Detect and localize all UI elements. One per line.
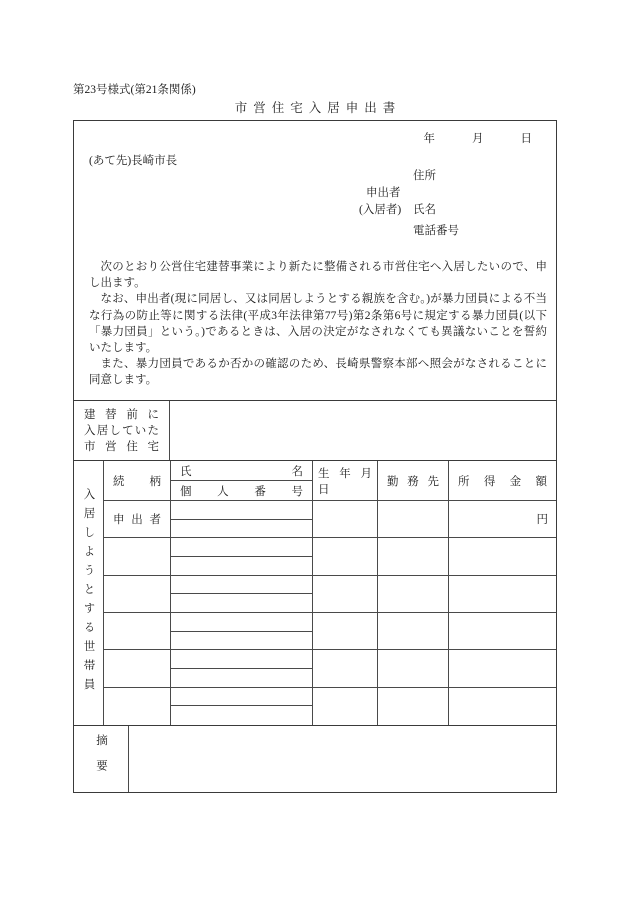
birth-date-cell	[313, 501, 378, 538]
personal-number-cell	[171, 669, 313, 688]
relationship-cell: 申 出 者	[104, 501, 171, 538]
vertical-section-label: 入居しようとする世帯員	[82, 488, 95, 698]
date-line	[424, 130, 533, 146]
header-section	[74, 121, 556, 401]
income-cell	[449, 688, 556, 725]
body-paragraphs	[89, 259, 547, 389]
birth-date-cell	[313, 688, 378, 725]
day-label: 日	[520, 133, 532, 145]
vertical-section-label-cell	[74, 461, 104, 725]
remarks-row	[74, 726, 556, 792]
workplace-cell	[378, 538, 449, 575]
remarks-value-cell	[129, 726, 556, 792]
phone-field-label: 電話番号	[413, 225, 459, 237]
name-cell	[171, 688, 313, 707]
birth-date-cell	[313, 576, 378, 613]
relationship-cell	[104, 576, 171, 613]
form-title: 市営住宅入居申出書	[234, 101, 402, 115]
income-cell	[449, 650, 556, 687]
name-field-label: 氏名	[413, 204, 436, 216]
rebuild-label-line3: 市 営 住 宅	[84, 440, 159, 453]
income-cell	[449, 538, 556, 575]
name-cell	[171, 576, 313, 595]
workplace-cell	[378, 613, 449, 650]
birth-date-cell	[313, 650, 378, 687]
workplace-cell	[378, 501, 449, 538]
personal-number-cell	[171, 594, 313, 613]
body-paragraph-1: 次のとおり公営住宅建替事業により新たに整備される市営住宅へ入居したいので、申し出ます。	[89, 261, 547, 290]
relationship-cell	[104, 688, 171, 725]
remarks-label: 摘要	[95, 733, 107, 785]
remarks-label-cell	[74, 726, 129, 792]
body-paragraph-2: なお、申出者(現に同居し、又は同居しようとする親族を含む。)が暴力団員による不当な行為の防止等に関する法律(平成3年法律第77号)第2条第6号に規定する暴力団員(以下「暴力団員」という。)であるときは、入居の決定がなされなくても異議ないことを誓約いたします。	[89, 293, 547, 355]
col-header-relationship: 続 柄	[104, 461, 171, 501]
name-cell	[171, 650, 313, 669]
relationship-cell	[104, 538, 171, 575]
addressee-label: (あて先)長崎市長	[89, 155, 178, 167]
col-header-income: 所 得 金 額	[449, 461, 556, 501]
form-outer-box	[73, 120, 557, 793]
workplace-cell	[378, 650, 449, 687]
income-cell	[449, 501, 556, 538]
col-header-personal-number: 個 人 番 号	[171, 481, 313, 501]
household-table	[74, 461, 556, 726]
name-cell	[171, 613, 313, 632]
month-label: 月	[472, 133, 484, 145]
relationship-cell	[104, 613, 171, 650]
name-cell	[171, 501, 313, 520]
workplace-cell	[378, 688, 449, 725]
personal-number-cell	[171, 706, 313, 725]
name-cell	[171, 538, 313, 557]
birth-date-cell	[313, 538, 378, 575]
personal-number-cell	[171, 632, 313, 651]
birth-date-cell	[313, 613, 378, 650]
income-cell	[449, 576, 556, 613]
workplace-cell	[378, 576, 449, 613]
col-header-birth-date: 生 年 月 日	[313, 461, 378, 501]
rebuild-row	[74, 401, 556, 461]
rebuild-label-line1: 建 替 前 に	[84, 408, 159, 421]
personal-number-cell	[171, 520, 313, 539]
address-field-label: 住所	[413, 170, 436, 182]
yen-unit-label: 円	[536, 514, 548, 527]
personal-number-cell	[171, 557, 313, 576]
rebuild-label-line2: 入居していた	[84, 424, 159, 437]
col-header-workplace: 勤 務 先	[378, 461, 449, 501]
applicant-label: 申出者	[366, 187, 401, 199]
rebuild-label	[74, 401, 170, 460]
col-header-name: 氏 名	[171, 461, 313, 481]
resident-label: (入居者)	[359, 204, 402, 216]
income-cell	[449, 613, 556, 650]
relationship-cell	[104, 650, 171, 687]
year-label: 年	[423, 133, 435, 145]
rebuild-value-cell	[170, 401, 556, 460]
body-paragraph-3: また、暴力団員であるか否かの確認のため、長崎県警察本部へ照会がなされることに同意します。	[89, 358, 547, 387]
form-number-label: 第23号様式(第21条関係)	[73, 84, 196, 96]
